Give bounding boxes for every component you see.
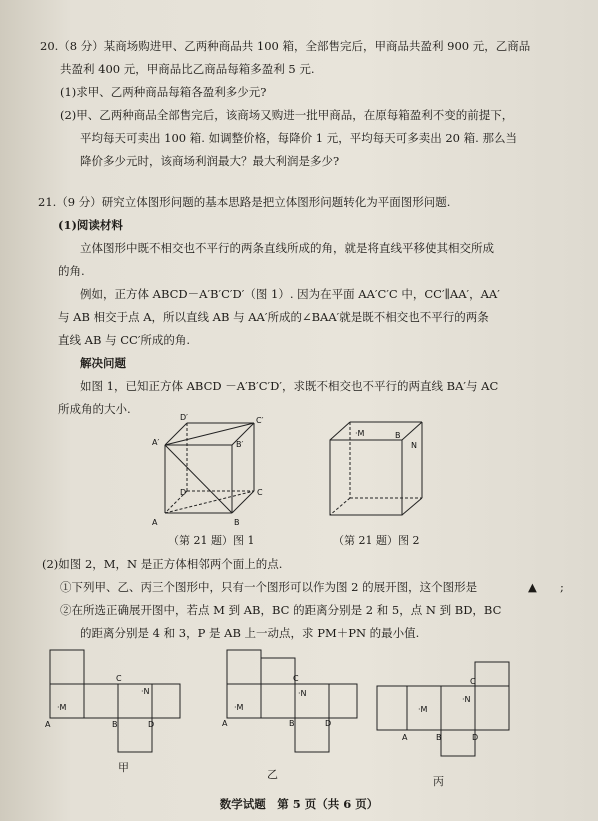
net-jia-label-A: A xyxy=(45,720,51,729)
fig1-label-D: D xyxy=(180,488,187,497)
fig1-label-C: C xyxy=(257,488,263,497)
q21-line9: 如图 1，已知正方体 ABCD －A′B′C′D′，求既不相交也不平行的两直线 BA′与 AC xyxy=(80,379,499,393)
answer-blank-marker: ▲ xyxy=(528,580,537,594)
fig2-caption: （第 21 题）图 2 xyxy=(333,534,420,547)
fig1-label-C1: C′ xyxy=(256,416,264,425)
fig2-label-B: B xyxy=(395,431,401,440)
answer-blank-end: ; xyxy=(560,580,564,594)
net-bing-label-N: ·N xyxy=(462,695,471,704)
fig2-label-N: N xyxy=(411,441,417,450)
net-bing-name: 丙 xyxy=(433,775,444,788)
q21-part2-line4: 的距离分别是 4 和 3，P 是 AB 上一动点，求 PM＋PN 的最小值. xyxy=(80,626,420,640)
net-jia-label-B: B xyxy=(112,720,118,729)
net-yi-label-M: ·M xyxy=(234,703,244,712)
net-bing xyxy=(372,660,532,765)
fig1-label-A: A xyxy=(152,518,158,527)
q20-line2: 共盈利 400 元，甲商品比乙商品每箱多盈利 5 元. xyxy=(60,62,315,76)
net-yi-name: 乙 xyxy=(267,768,278,781)
net-jia-label-M: ·M xyxy=(57,703,67,712)
net-bing-label-B: B xyxy=(436,733,442,742)
net-yi-label-D: D xyxy=(325,719,332,728)
figure-2-cube xyxy=(325,418,435,528)
q21-line10: 所成角的大小. xyxy=(58,402,131,416)
q21-part2-line2: ①下列甲、乙、丙三个图形中，只有一个图形可以作为图 2 的展开图，这个图形是 xyxy=(60,580,478,594)
net-jia-label-C: C xyxy=(116,674,122,683)
fig1-label-A1: A′ xyxy=(152,438,160,447)
q21-section-reading: (1)阅读材料 xyxy=(58,218,123,232)
q20-line6: 降价多少元时，该商场利润最大？最大利润是多少? xyxy=(80,154,340,168)
q21-line7: 直线 AB 与 CC′所成的角. xyxy=(58,333,191,347)
net-yi-label-A: A xyxy=(222,719,228,728)
net-jia-label-D: D xyxy=(148,720,155,729)
q21-line3: 立体图形中既不相交也不平行的两条直线所成的角，就是将直线平移使其相交所成 xyxy=(80,241,494,255)
page-footer: 数学试题 第 5 页（共 6 页） xyxy=(219,797,379,811)
q20-line1: 20.（8 分）某商场购进甲、乙两种商品共 100 箱，全部售完后，甲商品共盈利 900 元，乙商品 xyxy=(40,39,531,53)
fig1-caption: （第 21 题）图 1 xyxy=(168,534,255,547)
net-bing-label-D: D xyxy=(472,733,479,742)
q20-line5: 平均每天可卖出 100 箱. 如调整价格，每降价 1 元，平均每天可多卖出 20 箱. 那么当 xyxy=(80,131,517,145)
net-jia-name: 甲 xyxy=(118,761,129,774)
q21-line1: 21.（9 分）研究立体图形问题的基本思路是把立体图形问题转化为平面图形问题. xyxy=(38,195,451,209)
q21-line5: 例如，正方体 ABCD－A′B′C′D′（图 1）. 因为在平面 AA′C′C 中，CC′∥AA′，AA′ xyxy=(80,287,500,301)
net-bing-label-C: C xyxy=(470,677,476,686)
q21-part2-line3: ②在所选正确展开图中，若点 M 到 AB，BC 的距离分别是 2 和 5，点 N 到 BD，BC xyxy=(60,603,502,617)
net-bing-label-M: ·M xyxy=(418,705,428,714)
q21-line6: 与 AB 相交于点 A，所以直线 AB 与 AA′所成的∠BAA′就是既不相交也不平行的两条 xyxy=(58,310,489,324)
q21-line4: 的角. xyxy=(58,264,85,278)
net-bing-label-A: A xyxy=(402,733,408,742)
net-yi-label-B: B xyxy=(289,719,295,728)
fig2-label-M: ·M xyxy=(355,429,365,438)
net-jia xyxy=(45,650,185,755)
fig1-label-D1: D′ xyxy=(180,413,188,422)
q21-section-solve: 解决问题 xyxy=(80,356,126,370)
net-yi xyxy=(222,648,362,760)
fig1-label-B1: B′ xyxy=(236,440,244,449)
figure-1-cube xyxy=(150,415,280,530)
net-jia-label-N: ·N xyxy=(141,687,150,696)
q21-part2-line1: (2)如图 2，M，N 是正方体相邻两个面上的点. xyxy=(42,557,283,571)
q20-line4: (2)甲、乙两种商品全部售完后，该商场又购进一批甲商品，在原每箱盈利不变的前提下， xyxy=(60,108,514,122)
fig1-label-B: B xyxy=(234,518,240,527)
q20-line3: (1)求甲、乙两种商品每箱各盈利多少元? xyxy=(60,85,267,99)
net-yi-label-N: ·N xyxy=(298,689,307,698)
net-yi-label-C: C xyxy=(293,674,299,683)
